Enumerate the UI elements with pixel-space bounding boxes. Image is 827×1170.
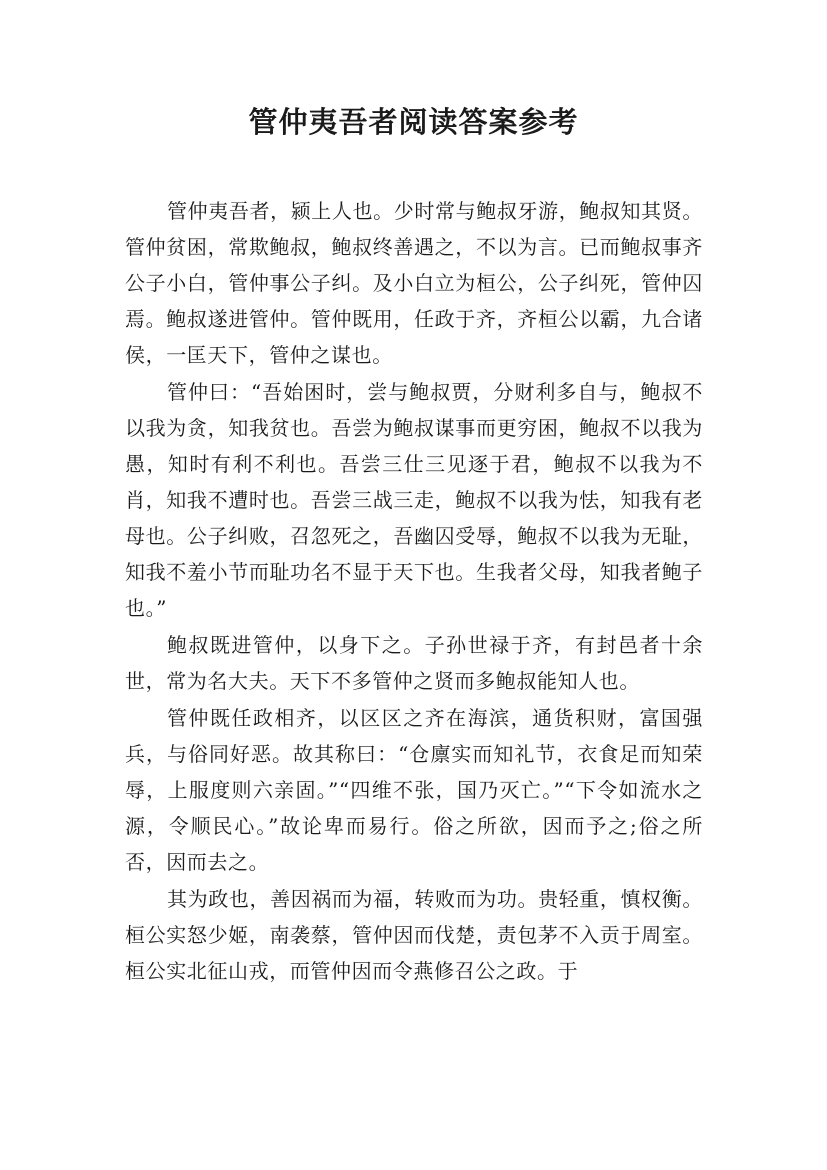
paragraph-1: 管仲夷吾者，颍上人也。少时常与鲍叔牙游，鲍叔知其贤。管仲贫困，常欺鲍叔，鲍叔终善遇之，不以为言。已而鲍叔事齐公子小白，管仲事公子纠。及小白立为桓公，公子纠死，管仲囚焉。鲍叔遂进管仲。管仲既用，任政于齐，齐桓公以霸，九合诸侯，一匡天下，管仲之谋也。	[125, 199, 703, 367]
paragraph-4: 管仲既任政相齐，以区区之齐在海滨，通货积财，富国强兵，与俗同好恶。故其称曰：“仓廪实而知礼节，衣食足而知荣辱，上服度则六亲固。”“四维不张，国乃灭亡。”“下令如流水之源，令顺民心。”故论卑而易行。俗之所欲，因而予之;俗之所否，因而去之。	[125, 706, 703, 874]
paragraph-5: 其为政也，善因祸而为福，转败而为功。贵轻重，慎权衡。桓公实怒少姬，南袭蔡，管仲因而伐楚，责包茅不入贡于周室。桓公实北征山戎，而管仲因而令燕修召公之政。于	[125, 887, 703, 983]
document-title: 管仲夷吾者阅读答案参考	[248, 105, 579, 139]
paragraph-2: 管仲曰：“吾始困时，尝与鲍叔贾，分财利多自与，鲍叔不以我为贪，知我贫也。吾尝为鲍叔谋事而更穷困，鲍叔不以我为愚，知时有利不利也。吾尝三仕三见逐于君，鲍叔不以我为不肖，知我不遭时也。吾尝三战三走，鲍叔不以我为怯，知我有老母也。公子纠败，召忽死之，吾幽囚受辱，鲍叔不以我为无耻，知我不羞小节而耻功名不显于天下也。生我者父母，知我者鲍子也。”	[125, 380, 703, 620]
document-body	[125, 193, 703, 990]
paragraph-3: 鲍叔既进管仲，以身下之。子孙世禄于齐，有封邑者十余世，常为名大夫。天下不多管仲之贤而多鲍叔能知人也。	[125, 633, 703, 693]
